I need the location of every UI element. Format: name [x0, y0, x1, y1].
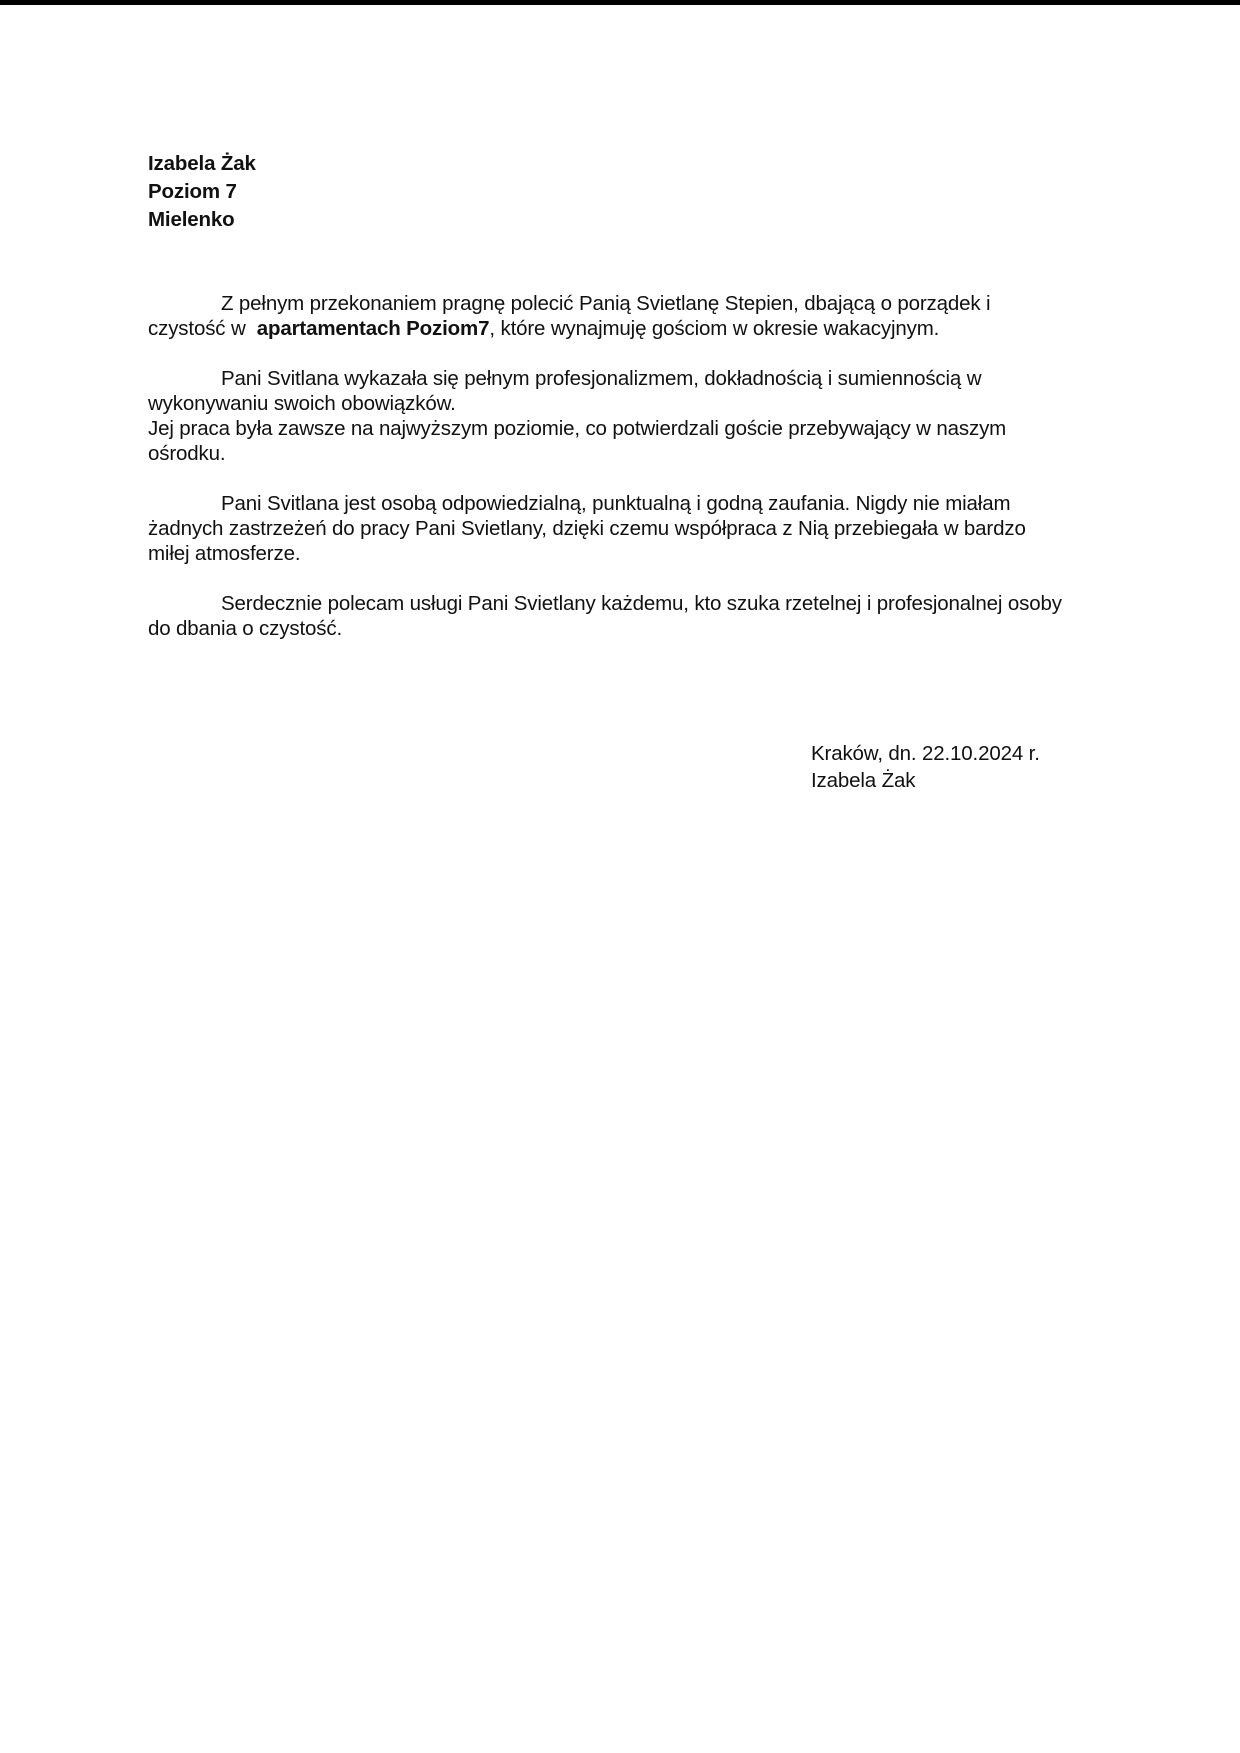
paragraph-line — [148, 316, 1088, 341]
line-text: , które wynajmuję gościom w okresie wakacyjnym. — [489, 317, 940, 340]
signature-name: Izabela Żak — [811, 769, 916, 792]
signature-block — [811, 740, 1040, 794]
paragraph-line: Z pełnym przekonaniem pragnę polecić Panią Svietlanę Stepien, dbającą o porządek i — [221, 292, 991, 315]
sender-location: Mielenko — [148, 208, 235, 231]
paragraph-1 — [148, 291, 1088, 341]
paragraph-line: Jej praca była zawsze na najwyższym poziomie, co potwierdzali goście przebywający w naszym — [148, 417, 1007, 440]
place-and-date: Kraków, dn. 22.10.2024 r. — [811, 742, 1040, 765]
paragraph-3 — [148, 491, 1088, 566]
line-text: czystość w — [148, 317, 257, 340]
paragraph-2 — [148, 366, 1088, 466]
sender-block — [148, 150, 1088, 234]
top-border-bar — [0, 0, 1240, 5]
paragraph-line: żadnych zastrzeżeń do pracy Pani Svietlany, dzięki czemu współpraca z Nią przebiegała w bardzo — [148, 517, 1026, 540]
paragraph-line: miłej atmosferze. — [148, 542, 301, 565]
paragraph-4 — [148, 591, 1088, 641]
paragraph-line: Pani Svitlana wykazała się pełnym profesjonalizmem, dokładnością i sumiennością w — [221, 367, 982, 390]
paragraph-line: Pani Svitlana jest osobą odpowiedzialną, punktualną i godną zaufania. Nigdy nie miałam — [221, 492, 1011, 515]
letter-body — [148, 291, 1088, 641]
apartment-name-bold: apartamentach Poziom7 — [256, 317, 490, 340]
paragraph-line: do dbania o czystość. — [148, 617, 342, 640]
paragraph-line: ośrodku. — [148, 442, 226, 465]
paragraph-line: wykonywaniu swoich obowiązków. — [148, 392, 456, 415]
sender-company: Poziom 7 — [148, 180, 237, 203]
letter-page — [148, 150, 1088, 666]
paragraph-line: Serdecznie polecam usługi Pani Svietlany każdemu, kto szuka rzetelnej i profesjonalnej osoby — [221, 592, 1062, 615]
sender-name: Izabela Żak — [148, 152, 256, 175]
